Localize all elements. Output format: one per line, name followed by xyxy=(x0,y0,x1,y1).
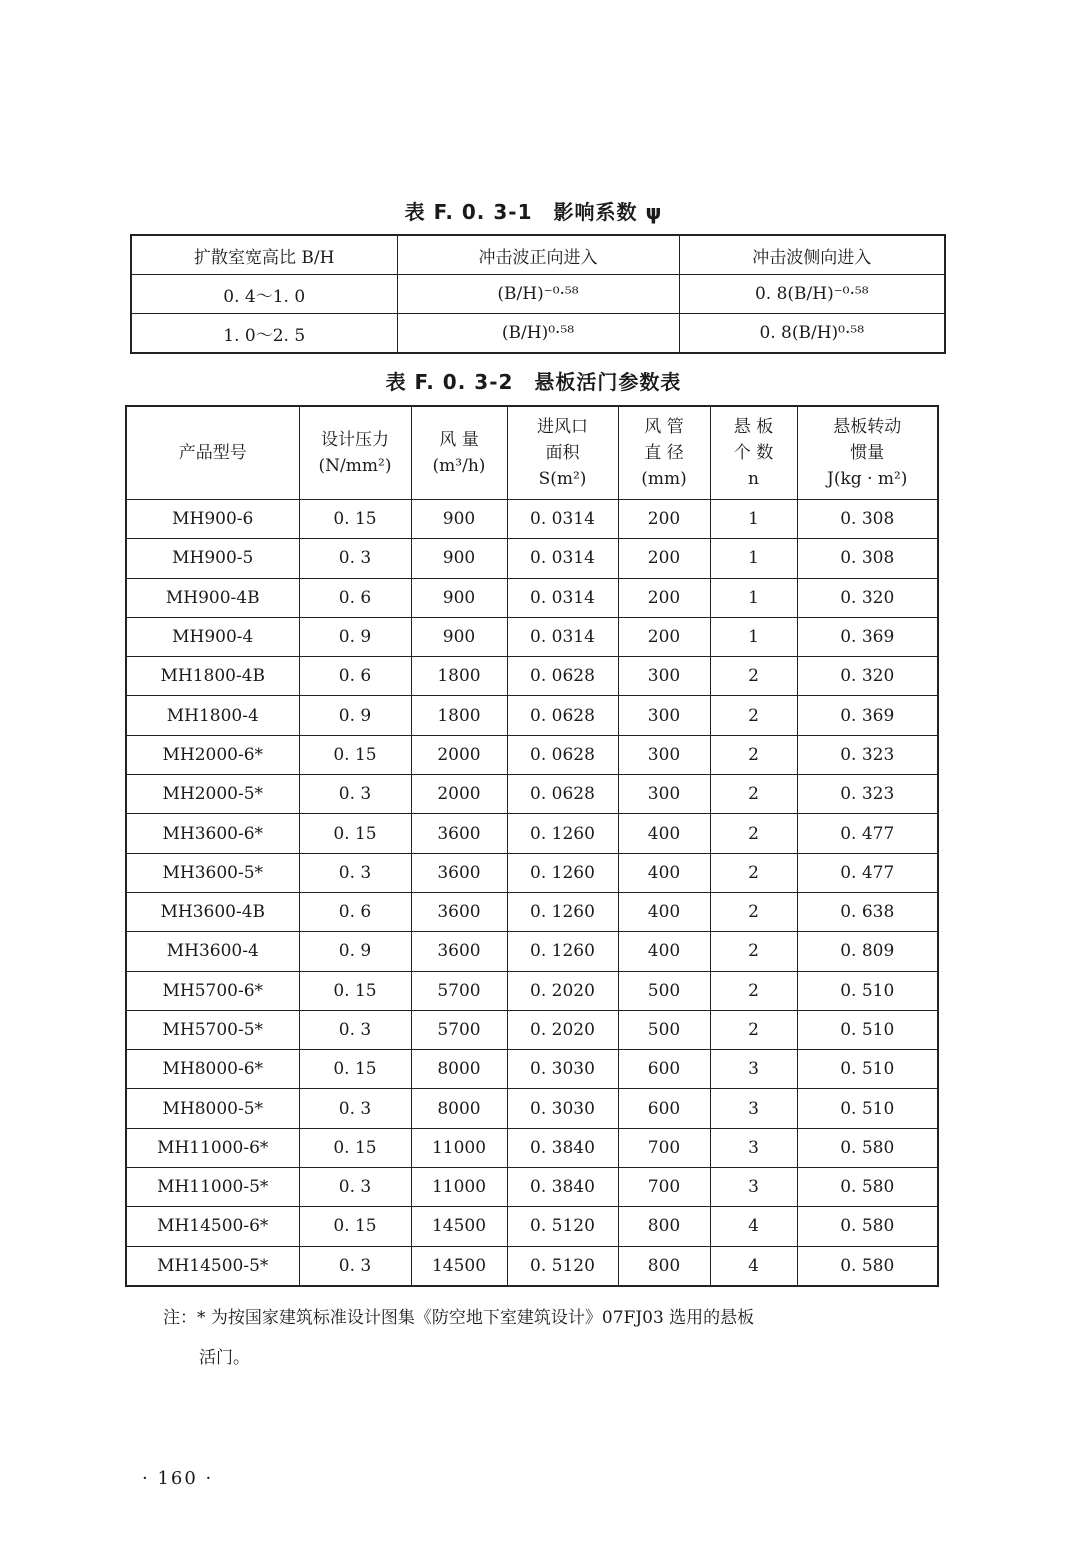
table-cell: 0. 0628 xyxy=(507,657,618,696)
table-cell: 0. 6 xyxy=(299,578,411,617)
table-cell: 2 xyxy=(710,971,797,1010)
table-cell: 0. 1260 xyxy=(507,853,618,892)
table-cell: 0. 477 xyxy=(797,853,938,892)
table-cell: 400 xyxy=(618,853,710,892)
table-cell: MH11000-5* xyxy=(126,1168,299,1207)
table-cell: 3600 xyxy=(411,892,507,931)
table-cell: 0. 369 xyxy=(797,617,938,656)
table-cell: 1 xyxy=(710,578,797,617)
table-cell: 0. 510 xyxy=(797,1050,938,1089)
table-cell: 0. 0314 xyxy=(507,539,618,578)
table-cell: 0. 638 xyxy=(797,892,938,931)
table-cell: 300 xyxy=(618,735,710,774)
table-cell: 0. 5120 xyxy=(507,1207,618,1246)
table-cell: MH3600-4B xyxy=(126,892,299,931)
table-cell: MH1800-4B xyxy=(126,657,299,696)
table-cell: 8000 xyxy=(411,1050,507,1089)
table-cell: 0. 510 xyxy=(797,1089,938,1128)
table-row xyxy=(126,696,938,735)
table-row xyxy=(126,971,938,1010)
column-header: 产品型号 xyxy=(126,406,299,500)
table-cell: 1 xyxy=(710,500,797,539)
table-row xyxy=(126,1207,938,1246)
column-header: 扩散室宽高比 B/H xyxy=(131,235,397,275)
table-cell: 0. 323 xyxy=(797,735,938,774)
page-number: · 160 · xyxy=(142,1468,214,1489)
table-cell: 3 xyxy=(710,1089,797,1128)
table-cell: 0. 3840 xyxy=(507,1168,618,1207)
table-cell: 0. 0314 xyxy=(507,500,618,539)
table-cell: MH5700-5* xyxy=(126,1010,299,1049)
footnote-line-2: 活门。 xyxy=(199,1348,250,1368)
table-cell: 0. 3840 xyxy=(507,1128,618,1167)
table-cell: MH11000-6* xyxy=(126,1128,299,1167)
table-cell: 0. 15 xyxy=(299,1050,411,1089)
table-cell: 0. 15 xyxy=(299,971,411,1010)
table-cell: 0. 15 xyxy=(299,814,411,853)
table2-header-row xyxy=(126,406,938,500)
table-cell: MH3600-4 xyxy=(126,932,299,971)
table-cell: 200 xyxy=(618,617,710,656)
table-cell: 0. 2020 xyxy=(507,971,618,1010)
table-cell: 0. 0628 xyxy=(507,696,618,735)
flap-valve-parameter-table xyxy=(125,405,939,1287)
table-row xyxy=(126,1168,938,1207)
table-cell: 2 xyxy=(710,932,797,971)
table-cell: 300 xyxy=(618,696,710,735)
table-cell: MH8000-6* xyxy=(126,1050,299,1089)
table-footnote xyxy=(163,1298,943,1378)
table-cell: MH2000-5* xyxy=(126,775,299,814)
table-cell: 0. 3 xyxy=(299,775,411,814)
table-cell: 0. 3 xyxy=(299,1010,411,1049)
table-cell: 0. 308 xyxy=(797,500,938,539)
table-cell: MH900-4B xyxy=(126,578,299,617)
table-row xyxy=(126,735,938,774)
table-cell: MH900-5 xyxy=(126,539,299,578)
table-cell: 2 xyxy=(710,657,797,696)
table-row xyxy=(126,775,938,814)
table-cell: 0. 3 xyxy=(299,1168,411,1207)
table-cell: 300 xyxy=(618,775,710,814)
table-cell: 4 xyxy=(710,1246,797,1286)
table-cell: 0. 15 xyxy=(299,1128,411,1167)
table-cell: MH14500-5* xyxy=(126,1246,299,1286)
table-cell: 0. 2020 xyxy=(507,1010,618,1049)
table-cell: 0. 6 xyxy=(299,892,411,931)
table-cell: 500 xyxy=(618,971,710,1010)
table-cell: 0. 15 xyxy=(299,735,411,774)
table-cell: 900 xyxy=(411,617,507,656)
table-cell: 0. 580 xyxy=(797,1246,938,1286)
table-cell: 700 xyxy=(618,1128,710,1167)
table-cell: 14500 xyxy=(411,1246,507,1286)
table-cell: 2 xyxy=(710,1010,797,1049)
table-row xyxy=(126,1010,938,1049)
table-cell: 0. 0628 xyxy=(507,735,618,774)
table-cell: 200 xyxy=(618,539,710,578)
table-cell: 700 xyxy=(618,1168,710,1207)
table-cell: 3600 xyxy=(411,853,507,892)
table-row xyxy=(126,657,938,696)
table-cell: 500 xyxy=(618,1010,710,1049)
table-cell: 0. 3 xyxy=(299,1089,411,1128)
table-row xyxy=(126,1128,938,1167)
table-row xyxy=(126,578,938,617)
column-header: 冲击波正向进入 xyxy=(397,235,679,275)
table-cell: 800 xyxy=(618,1207,710,1246)
table-cell: 3 xyxy=(710,1050,797,1089)
table-row xyxy=(131,314,945,354)
table-cell: 900 xyxy=(411,539,507,578)
table-cell: 3 xyxy=(710,1168,797,1207)
table-cell: 0. 9 xyxy=(299,617,411,656)
table2-body xyxy=(126,500,938,1286)
table-cell: 2 xyxy=(710,735,797,774)
table-cell: MH2000-6* xyxy=(126,735,299,774)
table-cell: 1. 0～2. 5 xyxy=(131,314,397,354)
table-cell: 1 xyxy=(710,617,797,656)
table-cell: 11000 xyxy=(411,1128,507,1167)
table-cell: 2 xyxy=(710,775,797,814)
table-cell: 0. 809 xyxy=(797,932,938,971)
table-cell: 0. 320 xyxy=(797,578,938,617)
column-header: 冲击波侧向进入 xyxy=(679,235,945,275)
column-header: 设计压力 (N/mm²) xyxy=(299,406,411,500)
table-row xyxy=(126,500,938,539)
table-cell: 2 xyxy=(710,853,797,892)
table-cell: MH1800-4 xyxy=(126,696,299,735)
table-cell: 4 xyxy=(710,1207,797,1246)
footnote-line-1: 注：* 为按国家建筑标准设计图集《防空地下室建筑设计》07FJ03 选用的悬板 xyxy=(163,1308,755,1328)
table-cell: MH14500-6* xyxy=(126,1207,299,1246)
table-cell: 0. 0314 xyxy=(507,578,618,617)
table-cell: 0. 3 xyxy=(299,1246,411,1286)
table-row xyxy=(126,814,938,853)
table-cell: 300 xyxy=(618,657,710,696)
table-cell: MH3600-5* xyxy=(126,853,299,892)
table-cell: 3 xyxy=(710,1128,797,1167)
table-cell: 900 xyxy=(411,500,507,539)
table-cell: 1800 xyxy=(411,696,507,735)
table-cell: 0. 9 xyxy=(299,696,411,735)
column-header: 悬板转动 惯量 J(kg · m²) xyxy=(797,406,938,500)
table-cell: 2000 xyxy=(411,735,507,774)
table-cell: 0. 477 xyxy=(797,814,938,853)
table-cell: 800 xyxy=(618,1246,710,1286)
column-header: 进风口 面积 S(m²) xyxy=(507,406,618,500)
table-cell: 400 xyxy=(618,932,710,971)
table-cell: 3600 xyxy=(411,814,507,853)
table-cell: 5700 xyxy=(411,971,507,1010)
table-row xyxy=(126,853,938,892)
table-row xyxy=(126,1246,938,1286)
table-cell: 1800 xyxy=(411,657,507,696)
table-cell: 0. 15 xyxy=(299,500,411,539)
table-cell: 0. 8(B/H)⁻⁰·⁵⁸ xyxy=(679,275,945,314)
table-cell: 900 xyxy=(411,578,507,617)
table-row xyxy=(126,892,938,931)
table2-caption: 表 F. 0. 3-2 悬板活门参数表 xyxy=(385,370,682,394)
table-cell: MH900-4 xyxy=(126,617,299,656)
table-cell: MH900-6 xyxy=(126,500,299,539)
table-row xyxy=(126,932,938,971)
column-header: 悬 板 个 数 n xyxy=(710,406,797,500)
table-row xyxy=(131,275,945,314)
table-cell: 0. 580 xyxy=(797,1128,938,1167)
table-cell: 0. 3 xyxy=(299,853,411,892)
table-cell: 0. 510 xyxy=(797,1010,938,1049)
table-cell: 600 xyxy=(618,1089,710,1128)
table-cell: 0. 580 xyxy=(797,1168,938,1207)
table-cell: 0. 1260 xyxy=(507,932,618,971)
table-cell: 0. 1260 xyxy=(507,892,618,931)
table-cell: (B/H)⁻⁰·⁵⁸ xyxy=(397,275,679,314)
table-cell: 0. 5120 xyxy=(507,1246,618,1286)
table-cell: 5700 xyxy=(411,1010,507,1049)
table-cell: 0. 0628 xyxy=(507,775,618,814)
table-row xyxy=(126,539,938,578)
table-cell: 2 xyxy=(710,696,797,735)
column-header: 风 管 直 径 (mm) xyxy=(618,406,710,500)
table-cell: 0. 308 xyxy=(797,539,938,578)
table-cell: 200 xyxy=(618,500,710,539)
table-cell: 0. 3 xyxy=(299,539,411,578)
table-cell: 1 xyxy=(710,539,797,578)
table-cell: 0. 320 xyxy=(797,657,938,696)
table-row xyxy=(126,1050,938,1089)
table-cell: 0. 369 xyxy=(797,696,938,735)
table-cell: 400 xyxy=(618,814,710,853)
table-cell: MH8000-5* xyxy=(126,1089,299,1128)
table-cell: 200 xyxy=(618,578,710,617)
table-cell: 0. 9 xyxy=(299,932,411,971)
table-row xyxy=(126,1089,938,1128)
table-cell: 2 xyxy=(710,892,797,931)
table-cell: 0. 15 xyxy=(299,1207,411,1246)
table1-header-row xyxy=(131,235,945,275)
table-cell: 0. 323 xyxy=(797,775,938,814)
table-cell: 0. 510 xyxy=(797,971,938,1010)
table-cell: MH5700-6* xyxy=(126,971,299,1010)
table1-caption: 表 F. 0. 3-1 影响系数 ψ xyxy=(404,200,663,224)
table-cell: 0. 3030 xyxy=(507,1050,618,1089)
table-cell: 2 xyxy=(710,814,797,853)
table-cell: 600 xyxy=(618,1050,710,1089)
table-cell: 11000 xyxy=(411,1168,507,1207)
table-cell: 2000 xyxy=(411,775,507,814)
table1-body xyxy=(131,275,945,354)
table-cell: 0. 1260 xyxy=(507,814,618,853)
table-cell: 0. 4～1. 0 xyxy=(131,275,397,314)
column-header: 风 量 (m³/h) xyxy=(411,406,507,500)
table-cell: 400 xyxy=(618,892,710,931)
table-cell: (B/H)⁰·⁵⁸ xyxy=(397,314,679,354)
table-cell: MH3600-6* xyxy=(126,814,299,853)
table-cell: 0. 3030 xyxy=(507,1089,618,1128)
table-cell: 0. 0314 xyxy=(507,617,618,656)
table-cell: 0. 580 xyxy=(797,1207,938,1246)
influence-coefficient-table xyxy=(130,234,946,354)
table-cell: 14500 xyxy=(411,1207,507,1246)
table-cell: 3600 xyxy=(411,932,507,971)
table-row xyxy=(126,617,938,656)
table-cell: 0. 6 xyxy=(299,657,411,696)
table-cell: 0. 8(B/H)⁰·⁵⁸ xyxy=(679,314,945,354)
table-cell: 8000 xyxy=(411,1089,507,1128)
